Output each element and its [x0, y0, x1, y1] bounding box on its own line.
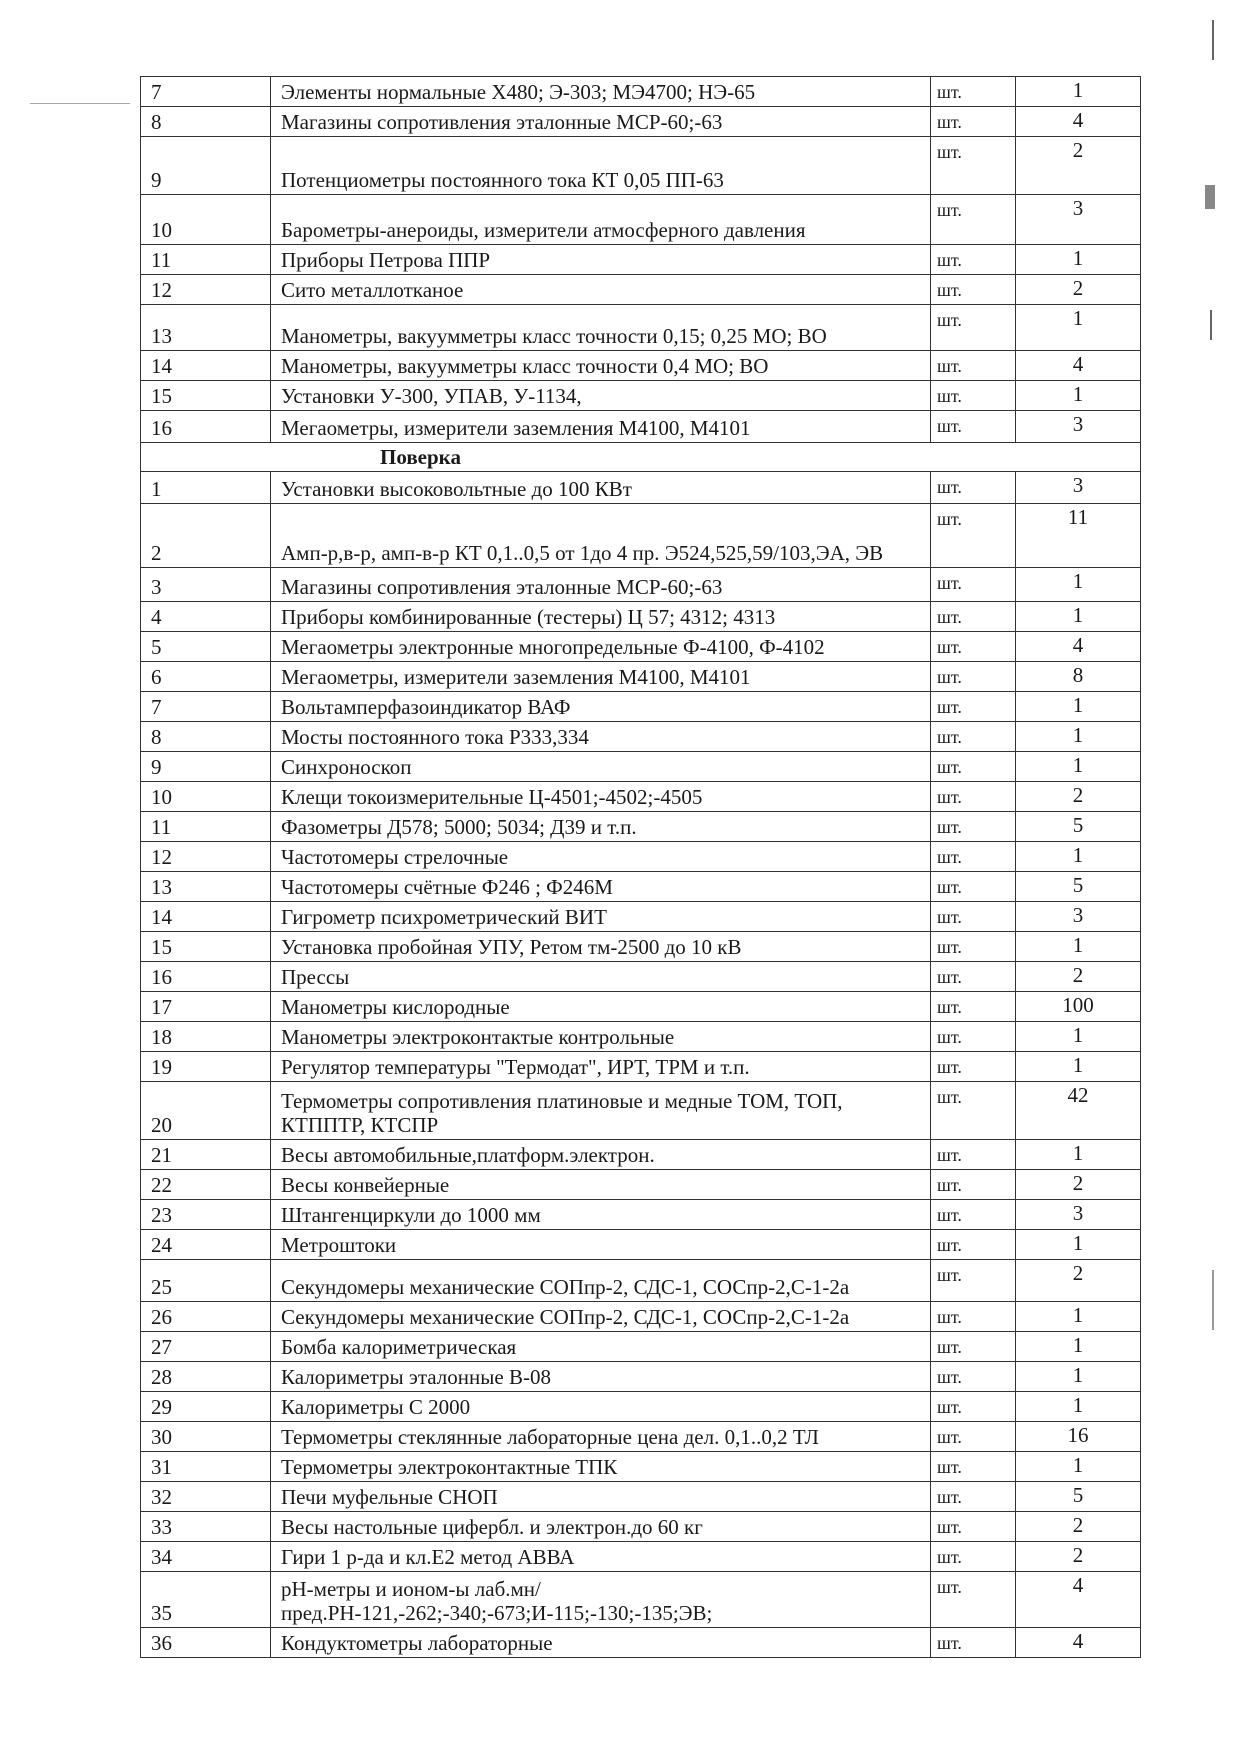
row-number: 8 [141, 107, 271, 137]
item-name: Амп-р,в-р, амп-в-р КТ 0,1..0,5 от 1до 4 пр. Э524,525,59/103,ЭА, ЭВ [271, 504, 931, 568]
quantity-cell: 1 [1016, 568, 1141, 602]
unit-cell: шт. [931, 1512, 1016, 1542]
item-name: Печи муфельные СНОП [271, 1482, 931, 1512]
row-number: 5 [141, 632, 271, 662]
table-row [141, 1140, 1141, 1170]
item-name: Термометры стеклянные лабораторные цена дел. 0,1..0,2 ТЛ [271, 1422, 931, 1452]
quantity-cell: 1 [1016, 842, 1141, 872]
quantity-cell: 5 [1016, 1482, 1141, 1512]
quantity-cell: 3 [1016, 472, 1141, 504]
quantity-cell: 1 [1016, 692, 1141, 722]
quantity-cell: 1 [1016, 1140, 1141, 1170]
item-name: Штангенциркули до 1000 мм [271, 1200, 931, 1230]
item-name: Весы конвейерные [271, 1170, 931, 1200]
quantity-cell: 1 [1016, 602, 1141, 632]
unit-cell: шт. [931, 692, 1016, 722]
table-row [141, 504, 1141, 568]
section-title: Поверка [380, 445, 461, 469]
row-number: 7 [141, 692, 271, 722]
table-row [141, 602, 1141, 632]
item-name: Кондуктометры лабораторные [271, 1628, 931, 1658]
item-name: Манометры, вакуумметры класс точности 0,4 МО; ВО [271, 351, 931, 381]
table-row [141, 195, 1141, 245]
row-number: 10 [141, 195, 271, 245]
row-number: 28 [141, 1362, 271, 1392]
row-number: 1 [141, 472, 271, 504]
table-row [141, 872, 1141, 902]
row-number: 2 [141, 504, 271, 568]
unit-cell: шт. [931, 1452, 1016, 1482]
unit-cell: шт. [931, 752, 1016, 782]
item-name: Приборы комбинированные (тестеры) Ц 57; 4312; 4313 [271, 602, 931, 632]
quantity-cell: 1 [1016, 722, 1141, 752]
unit-cell: шт. [931, 662, 1016, 692]
quantity-cell: 1 [1016, 381, 1141, 411]
unit-cell: шт. [931, 137, 1016, 195]
unit-cell: шт. [931, 504, 1016, 568]
item-name: Клещи токоизмерительные Ц-4501;-4502;-4505 [271, 782, 931, 812]
table-row [141, 812, 1141, 842]
item-name: Магазины сопротивления эталонные МСР-60;-63 [271, 568, 931, 602]
row-number: 20 [141, 1082, 271, 1140]
item-name: Мегаометры электронные многопредельные Ф-4100, Ф-4102 [271, 632, 931, 662]
table-row [141, 782, 1141, 812]
table-row [141, 1332, 1141, 1362]
item-name: pH-метры и ионом-ы лаб.мн/пред.РН-121,-262;-340;-673;И-115;-130;-135;ЭВ; [271, 1572, 931, 1628]
unit-cell: шт. [931, 932, 1016, 962]
table-row [141, 992, 1141, 1022]
row-number: 12 [141, 275, 271, 305]
item-name: Метроштоки [271, 1230, 931, 1260]
table-row [141, 1302, 1141, 1332]
table-row [141, 1052, 1141, 1082]
table-row [141, 1422, 1141, 1452]
row-number: 23 [141, 1200, 271, 1230]
unit-cell: шт. [931, 351, 1016, 381]
item-name: Манометры, вакуумметры класс точности 0,15; 0,25 МО; ВО [271, 305, 931, 351]
row-number: 25 [141, 1260, 271, 1302]
row-number: 12 [141, 842, 271, 872]
table-row [141, 692, 1141, 722]
row-number: 21 [141, 1140, 271, 1170]
table-row [141, 1082, 1141, 1140]
scan-mark [1212, 20, 1214, 60]
quantity-cell: 1 [1016, 1452, 1141, 1482]
table-row [141, 305, 1141, 351]
item-name: Манометры электроконтактые контрольные [271, 1022, 931, 1052]
unit-cell: шт. [931, 1628, 1016, 1658]
quantity-cell: 1 [1016, 1362, 1141, 1392]
unit-cell: шт. [931, 1140, 1016, 1170]
table-row [141, 662, 1141, 692]
item-name: Синхроноскоп [271, 752, 931, 782]
row-number: 30 [141, 1422, 271, 1452]
table-row [141, 1200, 1141, 1230]
item-name: Потенциометры постоянного тока КТ 0,05 ПП-63 [271, 137, 931, 195]
unit-cell: шт. [931, 107, 1016, 137]
unit-cell: шт. [931, 77, 1016, 107]
scan-mark [1210, 310, 1212, 340]
row-number: 24 [141, 1230, 271, 1260]
quantity-cell: 2 [1016, 137, 1141, 195]
quantity-cell: 2 [1016, 1260, 1141, 1302]
quantity-cell: 2 [1016, 1512, 1141, 1542]
row-number: 15 [141, 932, 271, 962]
row-number: 8 [141, 722, 271, 752]
table-row [141, 962, 1141, 992]
unit-cell: шт. [931, 1230, 1016, 1260]
row-number: 13 [141, 872, 271, 902]
scan-mark [1205, 185, 1215, 209]
table-row [141, 381, 1141, 411]
item-name: Мегаометры, измерители заземления М4100, М4101 [271, 411, 931, 443]
unit-cell: шт. [931, 1302, 1016, 1332]
quantity-cell: 3 [1016, 411, 1141, 443]
table-row [141, 722, 1141, 752]
row-number: 27 [141, 1332, 271, 1362]
row-number: 13 [141, 305, 271, 351]
item-name: Вольтамперфазоиндикатор ВАФ [271, 692, 931, 722]
row-number: 32 [141, 1482, 271, 1512]
unit-cell: шт. [931, 1022, 1016, 1052]
unit-cell: шт. [931, 1332, 1016, 1362]
quantity-cell: 4 [1016, 632, 1141, 662]
row-number: 7 [141, 77, 271, 107]
unit-cell: шт. [931, 842, 1016, 872]
unit-cell: шт. [931, 722, 1016, 752]
row-number: 9 [141, 137, 271, 195]
table-row [141, 1230, 1141, 1260]
table-row [141, 932, 1141, 962]
table-row [141, 1628, 1141, 1658]
quantity-cell: 1 [1016, 1302, 1141, 1332]
row-number: 15 [141, 381, 271, 411]
unit-cell: шт. [931, 1200, 1016, 1230]
quantity-cell: 2 [1016, 962, 1141, 992]
item-name: Весы автомобильные,платформ.электрон. [271, 1140, 931, 1170]
quantity-cell: 1 [1016, 1332, 1141, 1362]
unit-cell: шт. [931, 1052, 1016, 1082]
table-row [141, 1392, 1141, 1422]
item-name: Мосты постоянного тока Р333,334 [271, 722, 931, 752]
item-name: Фазометры Д578; 5000; 5034; Д39 и т.п. [271, 812, 931, 842]
quantity-cell: 3 [1016, 195, 1141, 245]
table-row [141, 245, 1141, 275]
quantity-cell: 1 [1016, 1392, 1141, 1422]
quantity-cell: 4 [1016, 1628, 1141, 1658]
quantity-cell: 4 [1016, 1572, 1141, 1628]
section-header [141, 443, 1141, 472]
unit-cell: шт. [931, 1542, 1016, 1572]
item-name: Гири 1 р-да и кл.Е2 метод АВВА [271, 1542, 931, 1572]
unit-cell: шт. [931, 411, 1016, 443]
unit-cell: шт. [931, 1170, 1016, 1200]
table-row [141, 351, 1141, 381]
row-number: 18 [141, 1022, 271, 1052]
table-row [141, 1512, 1141, 1542]
unit-cell: шт. [931, 195, 1016, 245]
row-number: 31 [141, 1452, 271, 1482]
row-number: 22 [141, 1170, 271, 1200]
unit-cell: шт. [931, 602, 1016, 632]
item-name: Частотомеры счётные Ф246 ; Ф246М [271, 872, 931, 902]
item-name: Секундомеры механические СОПпр-2, СДС-1, СОСпр-2,С-1-2а [271, 1260, 931, 1302]
table-row [141, 137, 1141, 195]
unit-cell: шт. [931, 872, 1016, 902]
row-number: 19 [141, 1052, 271, 1082]
table-row [141, 1572, 1141, 1628]
item-name: Гигрометр психрометрический ВИТ [271, 902, 931, 932]
quantity-cell: 11 [1016, 504, 1141, 568]
table-body-before [141, 77, 1141, 443]
table-row [141, 752, 1141, 782]
quantity-cell: 2 [1016, 782, 1141, 812]
table-row [141, 411, 1141, 443]
item-name: Барометры-анероиды, измерители атмосферного давления [271, 195, 931, 245]
table-body-after [141, 472, 1141, 1658]
table-row [141, 77, 1141, 107]
unit-cell: шт. [931, 305, 1016, 351]
unit-cell: шт. [931, 812, 1016, 842]
quantity-cell: 5 [1016, 872, 1141, 902]
table-row [141, 1022, 1141, 1052]
unit-cell: шт. [931, 1082, 1016, 1140]
table-row [141, 1452, 1141, 1482]
table-row [141, 632, 1141, 662]
scan-mark [1212, 1270, 1214, 1330]
table-row [141, 1260, 1141, 1302]
row-number: 35 [141, 1572, 271, 1628]
unit-cell: шт. [931, 962, 1016, 992]
item-name: Термометры сопротивления платиновые и медные ТОМ, ТОП, КТППТР, КТСПР [271, 1082, 931, 1140]
table-row [141, 568, 1141, 602]
row-number: 36 [141, 1628, 271, 1658]
scan-mark [30, 103, 130, 104]
row-number: 16 [141, 411, 271, 443]
table-row [141, 275, 1141, 305]
table-row [141, 1482, 1141, 1512]
quantity-cell: 1 [1016, 752, 1141, 782]
quantity-cell: 1 [1016, 1022, 1141, 1052]
unit-cell: шт. [931, 782, 1016, 812]
item-name: Термометры электроконтактные ТПК [271, 1452, 931, 1482]
row-number: 6 [141, 662, 271, 692]
item-name: Прессы [271, 962, 931, 992]
quantity-cell: 42 [1016, 1082, 1141, 1140]
item-name: Манометры кислородные [271, 992, 931, 1022]
unit-cell: шт. [931, 568, 1016, 602]
unit-cell: шт. [931, 1260, 1016, 1302]
quantity-cell: 2 [1016, 1170, 1141, 1200]
row-number: 17 [141, 992, 271, 1022]
item-name: Регулятор температуры "Термодат", ИРТ, ТРМ и т.п. [271, 1052, 931, 1082]
row-number: 10 [141, 782, 271, 812]
quantity-cell: 1 [1016, 245, 1141, 275]
item-name: Установки высоковольтные до 100 КВт [271, 472, 931, 504]
table-row [141, 1542, 1141, 1572]
item-name: Магазины сопротивления эталонные МСР-60;-63 [271, 107, 931, 137]
quantity-cell: 4 [1016, 107, 1141, 137]
quantity-cell: 1 [1016, 932, 1141, 962]
quantity-cell: 1 [1016, 1230, 1141, 1260]
item-name: Установки У-300, УПАВ, У-1134, [271, 381, 931, 411]
unit-cell: шт. [931, 472, 1016, 504]
item-name: Весы настольные цифербл. и электрон.до 60 кг [271, 1512, 931, 1542]
quantity-cell: 8 [1016, 662, 1141, 692]
unit-cell: шт. [931, 992, 1016, 1022]
row-number: 33 [141, 1512, 271, 1542]
quantity-cell: 1 [1016, 77, 1141, 107]
unit-cell: шт. [931, 1392, 1016, 1422]
section-cell [141, 443, 1141, 472]
row-number: 29 [141, 1392, 271, 1422]
table-row [141, 1362, 1141, 1392]
row-number: 34 [141, 1542, 271, 1572]
table-row [141, 902, 1141, 932]
unit-cell: шт. [931, 381, 1016, 411]
quantity-cell: 3 [1016, 902, 1141, 932]
unit-cell: шт. [931, 1482, 1016, 1512]
unit-cell: шт. [931, 902, 1016, 932]
quantity-cell: 3 [1016, 1200, 1141, 1230]
row-number: 9 [141, 752, 271, 782]
unit-cell: шт. [931, 245, 1016, 275]
row-number: 14 [141, 902, 271, 932]
item-name: Элементы нормальные Х480; Э-303; МЭ4700; НЭ-65 [271, 77, 931, 107]
item-name: Частотомеры стрелочные [271, 842, 931, 872]
item-name: Калориметры С 2000 [271, 1392, 931, 1422]
table-row [141, 842, 1141, 872]
row-number: 11 [141, 245, 271, 275]
item-name: Сито металлотканое [271, 275, 931, 305]
quantity-cell: 1 [1016, 305, 1141, 351]
quantity-cell: 2 [1016, 1542, 1141, 1572]
section-row [141, 443, 1141, 472]
item-name: Секундомеры механические СОПпр-2, СДС-1, СОСпр-2,С-1-2а [271, 1302, 931, 1332]
row-number: 14 [141, 351, 271, 381]
row-number: 3 [141, 568, 271, 602]
unit-cell: шт. [931, 1422, 1016, 1452]
table-row [141, 472, 1141, 504]
item-name: Бомба калориметрическая [271, 1332, 931, 1362]
unit-cell: шт. [931, 1572, 1016, 1628]
quantity-cell: 4 [1016, 351, 1141, 381]
quantity-cell: 5 [1016, 812, 1141, 842]
row-number: 16 [141, 962, 271, 992]
unit-cell: шт. [931, 1362, 1016, 1392]
quantity-cell: 2 [1016, 275, 1141, 305]
item-name: Установка пробойная УПУ, Ретом тм-2500 до 10 кВ [271, 932, 931, 962]
quantity-cell: 100 [1016, 992, 1141, 1022]
item-name: Мегаометры, измерители заземления М4100, М4101 [271, 662, 931, 692]
row-number: 11 [141, 812, 271, 842]
unit-cell: шт. [931, 632, 1016, 662]
row-number: 4 [141, 602, 271, 632]
table-row [141, 107, 1141, 137]
unit-cell: шт. [931, 275, 1016, 305]
quantity-cell: 16 [1016, 1422, 1141, 1452]
equipment-table [140, 76, 1141, 1658]
table-row [141, 1170, 1141, 1200]
row-number: 26 [141, 1302, 271, 1332]
item-name: Калориметры эталонные В-08 [271, 1362, 931, 1392]
quantity-cell: 1 [1016, 1052, 1141, 1082]
item-name: Приборы Петрова ППР [271, 245, 931, 275]
